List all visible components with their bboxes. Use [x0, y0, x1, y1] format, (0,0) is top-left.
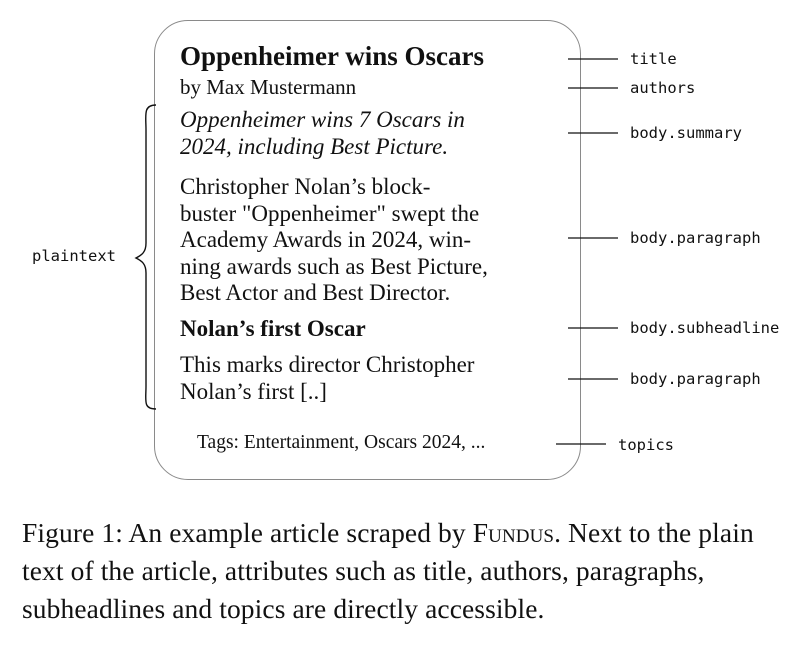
paragraph-line: This marks director Christopher: [180, 352, 475, 377]
summary-line: 2024, including Best Picture.: [180, 134, 449, 159]
article-tags: Tags: Entertainment, Oscars 2024, ...: [197, 432, 486, 453]
label-plaintext: plaintext: [32, 247, 116, 265]
paragraph-line: buster "Oppenheimer" swept the: [180, 200, 480, 226]
plaintext-brace: [136, 105, 156, 409]
paragraph-line: ning awards such as Best Picture,: [180, 253, 488, 279]
label-summary: body.summary: [630, 124, 742, 142]
figure-caption: [22, 514, 792, 628]
paragraph-line: Nolan’s first [..]: [180, 378, 327, 404]
paragraph-line: Christopher Nolan’s block-: [180, 174, 431, 199]
label-authors: authors: [630, 79, 696, 97]
caption-prefix: Figure 1: An example article scraped by: [22, 517, 473, 548]
caption-suffix: . Next to the plain text of the article, attributes such as title, authors, paragraphs, subheadlines and topics are directly accessible.: [22, 517, 754, 624]
article-title: Oppenheimer wins Oscars: [180, 41, 485, 71]
paragraph-line: Academy Awards in 2024, win-: [180, 227, 472, 252]
label-topics: topics: [618, 436, 674, 454]
caption-name: Fundus: [472, 517, 555, 548]
article-authors: by Max Mustermann: [180, 75, 357, 99]
label-title: title: [630, 50, 677, 68]
label-paragraph: body.paragraph: [630, 370, 761, 388]
article-subheadline: Nolan’s first Oscar: [180, 316, 366, 341]
label-paragraph: body.paragraph: [630, 229, 761, 247]
summary-line: Oppenheimer wins 7 Oscars in: [180, 107, 465, 132]
paragraph-line: Best Actor and Best Director.: [180, 280, 451, 305]
label-subheadline: body.subheadline: [630, 319, 780, 337]
